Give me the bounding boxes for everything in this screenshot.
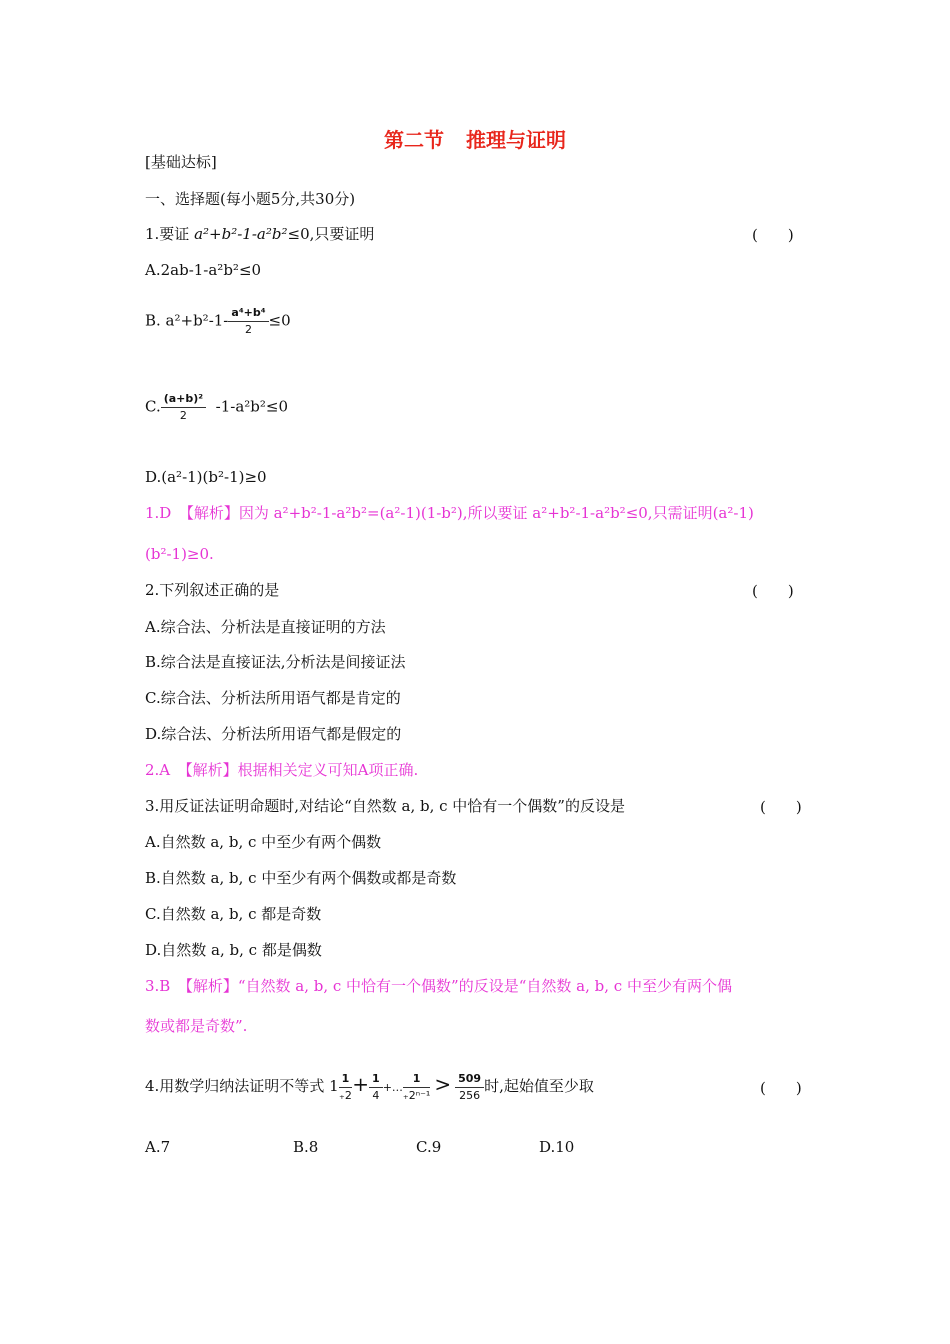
answer-blank-1: ( ): [752, 226, 794, 244]
q2-answer: 2.A 【解析】根据相关定义可知A项正确.: [145, 761, 419, 779]
q3-option-a: A.自然数 a, b, c 中至少有两个偶数: [145, 833, 382, 851]
q4-option-d: D.10: [539, 1138, 575, 1156]
fraction: $\frac{509}{256}$: [455, 1072, 484, 1103]
q4-option-b: B.8: [293, 1138, 319, 1156]
q4-option-c: C.9: [416, 1138, 442, 1156]
question-2-stem: 2.下列叙述正确的是: [145, 581, 280, 599]
q1-option-c: C. $\frac{\text{(a+b)²}}{2}$ -1-a²b²≤0: [145, 392, 289, 422]
page-title: 第二节 推理与证明: [384, 128, 566, 152]
q2-option-b: B.综合法是直接证法,分析法是间接证法: [145, 653, 406, 671]
fraction: $\frac{1}{_+2}$: [339, 1071, 352, 1102]
q1-answer-continued: (b²-1)≥0.: [145, 545, 214, 563]
fraction: $\frac{1}{\text{₊2ⁿ⁻¹}}$: [402, 1071, 431, 1102]
q3-option-d: D.自然数 a, b, c 都是偶数: [145, 941, 322, 959]
q4-option-a: A.7: [145, 1138, 171, 1156]
q3-answer: 3.B 【解析】“自然数 a, b, c 中恰有一个偶数”的反设是“自然数 a, b, c 中至少有两个偶: [145, 977, 732, 995]
q1-option-d: D.(a²-1)(b²-1)≥0: [145, 468, 267, 486]
q2-option-a: A.综合法、分析法是直接证明的方法: [145, 618, 386, 636]
fraction: $\frac{\text{a⁴+b⁴}}{2}$: [228, 306, 268, 337]
section-label: [基础达标]: [145, 153, 217, 171]
q3-option-b: B.自然数 a, b, c 中至少有两个偶数或都是奇数: [145, 869, 457, 887]
answer-blank-3: ( ): [760, 798, 802, 816]
q1-option-b: B. a²+b²-1- $\frac{\text{a⁴+b⁴}}{2}$ ≤0: [145, 306, 291, 336]
q3-answer-continued: 数或都是奇数”.: [145, 1017, 248, 1035]
question-3-stem: 3.用反证法证明命题时,对结论“自然数 a, b, c 中恰有一个偶数”的反设是: [145, 797, 625, 815]
q2-option-d: D.综合法、分析法所用语气都是假定的: [145, 725, 402, 743]
question-4-stem: 4.用数学归纳法证明不等式 1 $\frac{1}{_+2}$ + $\frac{1}{4}$ +… $\frac{1}{\text{₊2ⁿ⁻¹}}$ > $\frac{509}{256}$ 时,起始值至少取: [145, 1071, 594, 1102]
answer-blank-2: ( ): [752, 582, 794, 600]
fraction: $\frac{1}{4}$: [369, 1072, 383, 1103]
q3-option-c: C.自然数 a, b, c 都是奇数: [145, 905, 322, 923]
fraction: $\frac{\text{(a+b)²}}{2}$: [161, 392, 206, 423]
answer-blank-4: ( ): [760, 1079, 802, 1097]
q1-option-a: A.2ab-1-a²b²≤0: [145, 261, 262, 279]
part-heading: 一、选择题(每小题5分,共30分): [145, 190, 356, 208]
q2-option-c: C.综合法、分析法所用语气都是肯定的: [145, 689, 401, 707]
question-1-stem: 1.要证 a²+b²-1-a²b²≤0,只要证明: [145, 225, 375, 243]
q1-answer: 1.D 【解析】因为 a²+b²-1-a²b²=(a²-1)(1-b²),所以要证 a²+b²-1-a²b²≤0,只需证明(a²-1): [145, 504, 754, 522]
